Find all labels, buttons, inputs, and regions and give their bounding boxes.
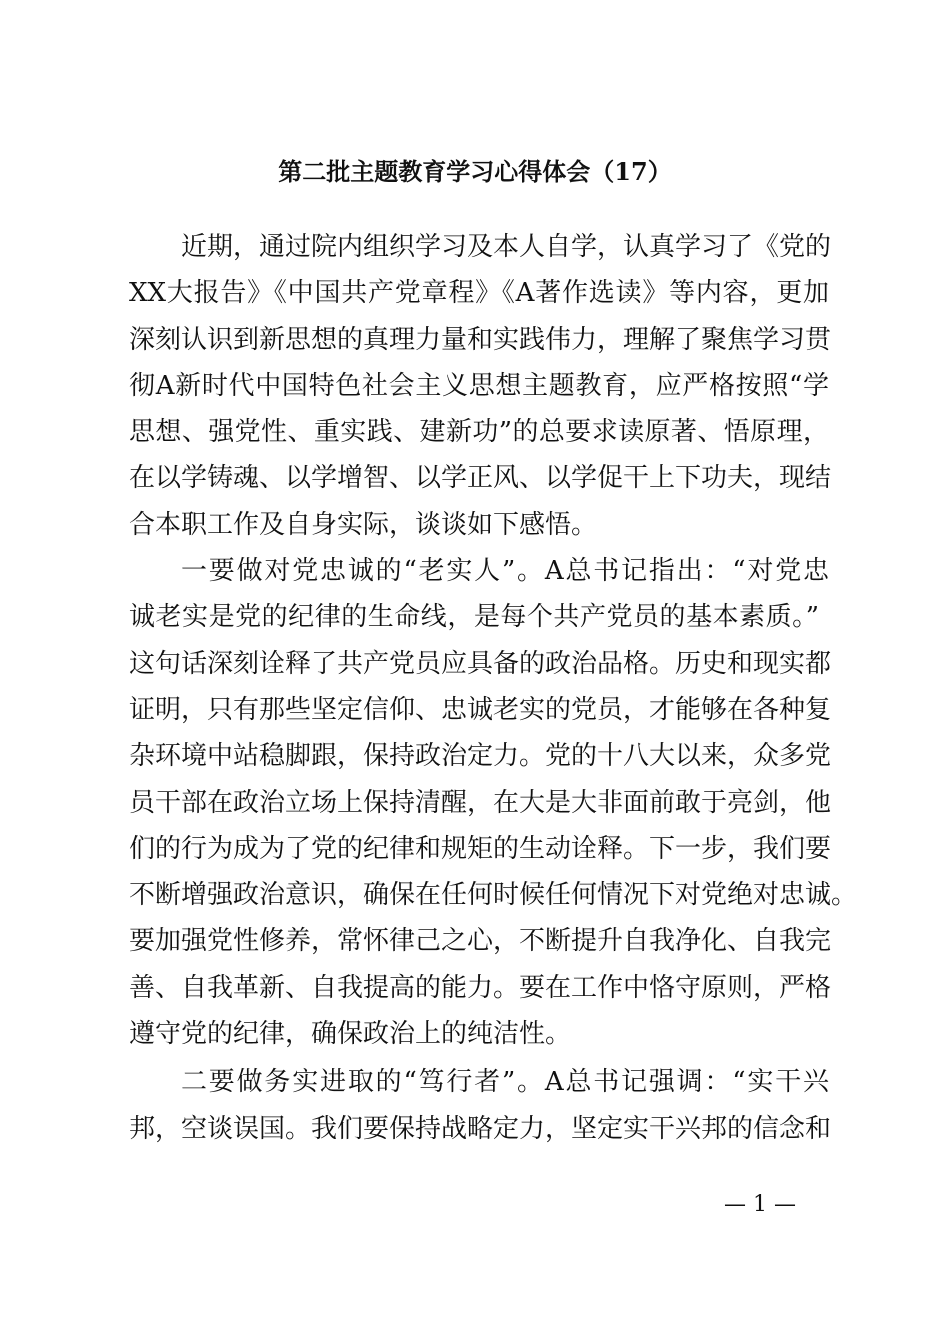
text-line: 员干部在政治立场上保持清醒，在大是大非面前敢于亮剑，他 bbox=[129, 787, 832, 818]
text-line: 诚老实是党的纪律的生命线，是每个共产党员的基本素质。” bbox=[129, 602, 819, 633]
document-body bbox=[129, 224, 858, 1152]
text-line: 一要做对党忠诚的“老实人”。A总书记指出：“对党忠 bbox=[181, 556, 829, 587]
paragraph-pragmatic bbox=[129, 1057, 849, 1152]
text-line: 邦，空谈误国。我们要保持战略定力，坚定实干兴邦的信念和 bbox=[129, 1113, 832, 1144]
text-line: 善、自我革新、自我提高的能力。要在工作中恪守原则，严格 bbox=[129, 972, 832, 1003]
text-line: 思想、强党性、重实践、建新功”的总要求读原著、悟原理， bbox=[129, 417, 829, 448]
text-line: 合本职工作及自身实际，谈谈如下感悟。 bbox=[129, 509, 598, 540]
text-line: 证明，只有那些坚定信仰、忠诚老实的党员，才能够在各种复 bbox=[129, 694, 832, 725]
page-number: — 1 — bbox=[724, 1192, 796, 1217]
text-line: 这句话深刻诠释了共产党员应具备的政治品格。历史和现实都 bbox=[129, 648, 832, 679]
text-line: 不断增强政治意识，确保在任何时候任何情况下对党绝对忠诚。 bbox=[129, 880, 858, 911]
document-title: 第二批主题教育学习心得体会（17） bbox=[278, 157, 672, 186]
text-line: 二要做务实进取的“笃行者”。A总书记强调：“实干兴 bbox=[181, 1067, 829, 1098]
text-line: 彻A新时代中国特色社会主义思想主题教育，应严格按照“学 bbox=[129, 370, 829, 401]
text-line: 在以学铸魂、以学增智、以学正风、以学促干上下功夫，现结 bbox=[129, 463, 832, 494]
text-line: XX大报告》《中国共产党章程》《A著作选读》等内容，更加 bbox=[129, 278, 829, 309]
text-line: 们的行为成为了党的纪律和规矩的生动诠释。下一步，我们要 bbox=[129, 833, 832, 864]
text-line: 杂环境中站稳脚跟，保持政治定力。党的十八大以来，众多党 bbox=[129, 741, 832, 772]
paragraph-loyalty bbox=[129, 548, 858, 1057]
text-line: 要加强党性修养，常怀律己之心，不断提升自我净化、自我完 bbox=[129, 926, 832, 957]
text-line: 遵守党的纪律，确保政治上的纯洁性。 bbox=[129, 1019, 572, 1050]
paragraph-intro bbox=[129, 224, 849, 548]
text-line: 深刻认识到新思想的真理力量和实践伟力，理解了聚焦学习贯 bbox=[129, 324, 832, 355]
text-line: 近期，通过院内组织学习及本人自学，认真学习了《党的 bbox=[181, 232, 832, 262]
